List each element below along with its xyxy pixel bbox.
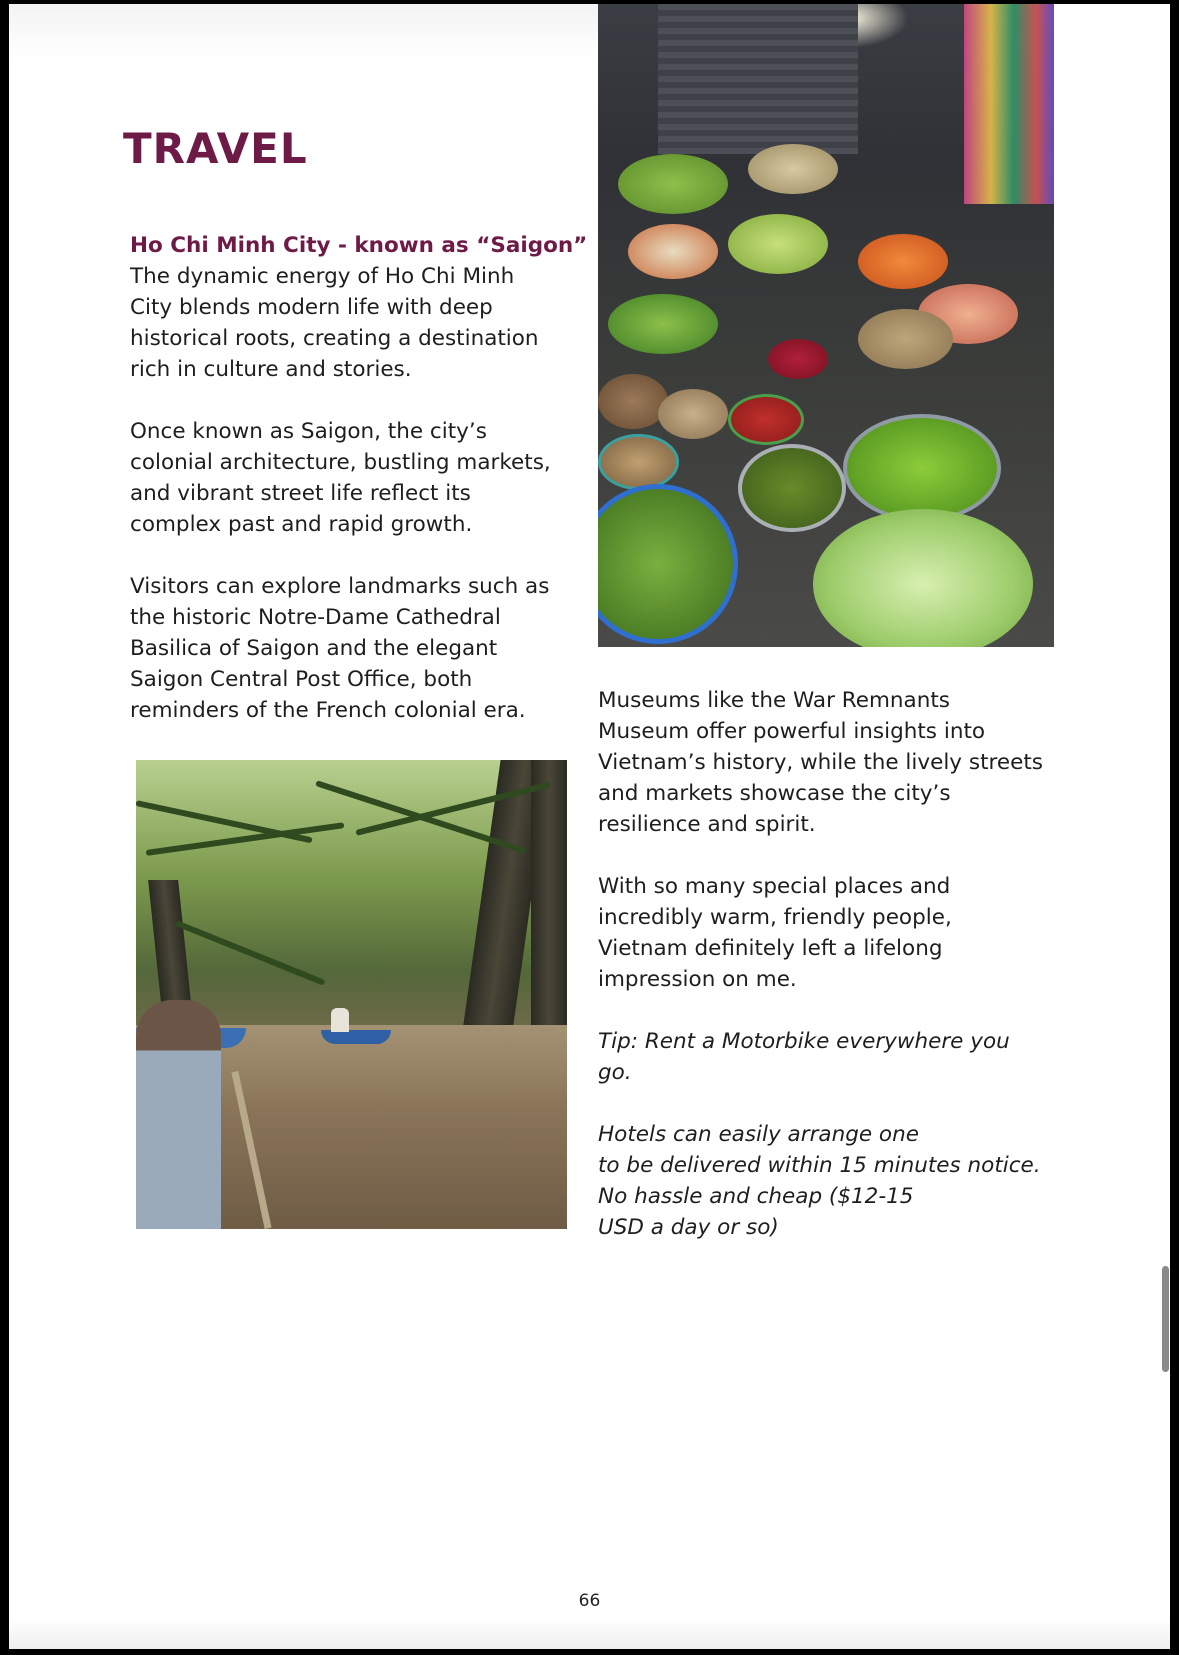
text-line: City blends modern life with deep <box>130 295 493 320</box>
produce-bowl <box>598 374 668 429</box>
produce-bowl <box>738 444 846 532</box>
paragraph-intro <box>130 261 587 385</box>
text-line: reminders of the French colonial era. <box>130 698 526 723</box>
boat-passenger <box>331 1008 349 1032</box>
text-line: the historic Notre-Dame Cathedral <box>130 605 501 630</box>
top-shadow <box>9 4 599 59</box>
page-number: 66 <box>578 1591 601 1611</box>
produce-bowl <box>598 434 679 490</box>
text-line: Hotels can easily arrange one <box>598 1122 919 1147</box>
text-line: USD a day or so) <box>598 1215 779 1240</box>
produce-bowl <box>628 224 718 279</box>
text-line: complex past and rapid growth. <box>130 512 473 537</box>
produce-bowl <box>728 394 804 445</box>
produce-bowl <box>608 294 718 354</box>
palm-frond <box>175 920 326 986</box>
paragraph-saigon <box>130 416 587 540</box>
paragraph-museums <box>598 685 1043 840</box>
left-text-column <box>130 230 587 726</box>
text-line: Museum offer powerful insights into <box>598 719 986 744</box>
text-line: Basilica of Saigon and the elegant <box>130 636 498 661</box>
photo-shutter-wall <box>658 4 858 154</box>
paragraph-landmarks <box>130 571 587 726</box>
palm-frond <box>136 800 313 843</box>
text-line: With so many special places and <box>598 874 951 899</box>
cabbage-pile <box>813 509 1033 647</box>
text-line: to be delivered within 15 minutes notice. <box>598 1153 1041 1178</box>
produce-bowl <box>768 339 828 379</box>
produce-bowl <box>658 389 728 439</box>
produce-bowl <box>728 214 828 274</box>
produce-bowl <box>618 154 728 214</box>
greens-basin <box>598 484 738 644</box>
text-line: historical roots, creating a destination <box>130 326 539 351</box>
bottom-shadow <box>9 1619 1170 1649</box>
right-text-column <box>598 685 1043 1243</box>
text-line: and vibrant street life reflect its <box>130 481 471 506</box>
text-line: The dynamic energy of Ho Chi Minh <box>130 264 515 289</box>
text-line: go. <box>598 1060 632 1085</box>
text-line: Visitors can explore landmarks such as <box>130 574 550 599</box>
produce-bowl <box>858 309 953 369</box>
tip-note <box>598 1026 1043 1088</box>
text-line: resilience and spirit. <box>598 812 816 837</box>
boatman <box>136 1000 221 1229</box>
text-line: Saigon Central Post Office, both <box>130 667 473 692</box>
scrollbar-thumb[interactable] <box>1162 1266 1169 1372</box>
boat <box>321 1030 391 1044</box>
produce-bowl <box>748 144 838 194</box>
produce-bowl <box>858 234 948 289</box>
text-line: No hassle and cheap ($12-15 <box>598 1184 914 1209</box>
text-line: Tip: Rent a Motorbike everywhere you <box>598 1029 1010 1054</box>
text-line: colonial architecture, bustling markets, <box>130 450 551 475</box>
text-line: rich in culture and stories. <box>130 357 412 382</box>
lime-bowl <box>843 414 1001 522</box>
subheading: Ho Chi Minh City - known as “Saigon” <box>130 233 588 258</box>
text-line: Vietnam definitely left a lifelong <box>598 936 943 961</box>
text-line: Vietnam’s history, while the lively streets <box>598 750 1043 775</box>
section-title: TRAVEL <box>123 124 308 173</box>
market-photo <box>598 4 1054 647</box>
river-photo <box>136 760 567 1229</box>
text-line: and markets showcase the city’s <box>598 781 951 806</box>
document-page <box>9 4 1170 1649</box>
photo-goods-stall <box>964 4 1054 204</box>
text-line: incredibly warm, friendly people, <box>598 905 952 930</box>
text-line: impression on me. <box>598 967 797 992</box>
hotel-note <box>598 1119 1043 1243</box>
paragraph-impression <box>598 871 1043 995</box>
text-line: Museums like the War Remnants <box>598 688 950 713</box>
text-line: Once known as Saigon, the city’s <box>130 419 487 444</box>
